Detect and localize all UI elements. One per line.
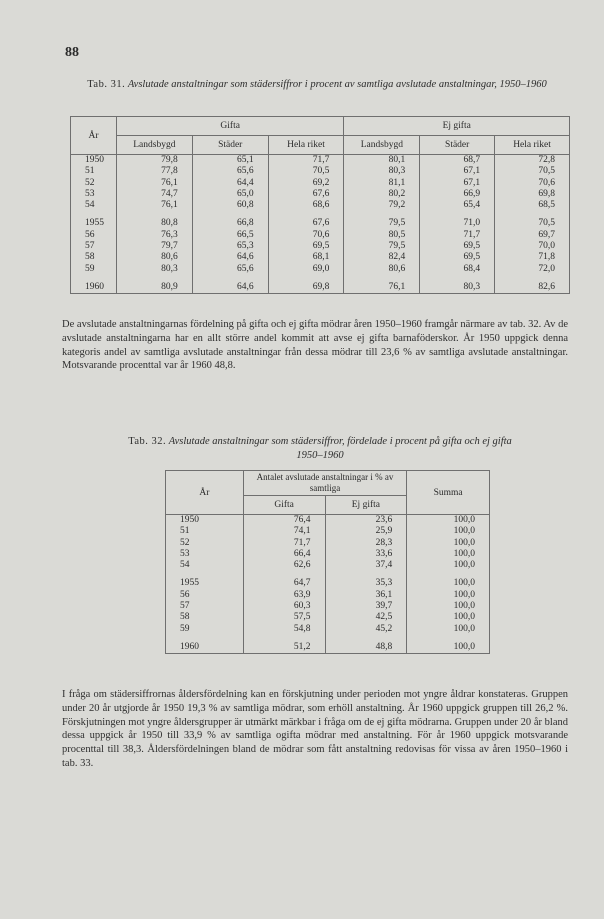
table2-row bbox=[166, 624, 490, 635]
table2-row bbox=[166, 549, 490, 560]
value-cell: 28,3 bbox=[325, 538, 407, 549]
year-cell: 53 bbox=[166, 549, 244, 560]
value-cell: 64,7 bbox=[243, 578, 325, 589]
value-cell: 68,5 bbox=[495, 200, 570, 211]
value-cell: 68,1 bbox=[268, 252, 344, 263]
value-cell: 51,2 bbox=[243, 642, 325, 654]
value-cell: 69,2 bbox=[268, 178, 344, 189]
value-cell: 25,9 bbox=[325, 526, 407, 537]
table1-caption-title: Avslutade anstaltningar som städersiffror i procent av samtliga avslutade anstaltningar, 1950–1960 bbox=[127, 79, 547, 90]
value-cell: 80,1 bbox=[344, 155, 420, 167]
spacer-cell bbox=[166, 635, 244, 642]
value-cell: 67,1 bbox=[420, 166, 495, 177]
value-cell: 35,3 bbox=[325, 578, 407, 589]
year-cell: 59 bbox=[166, 624, 244, 635]
value-cell: 65,1 bbox=[192, 155, 268, 167]
value-cell: 80,3 bbox=[116, 264, 192, 275]
value-cell: 65,6 bbox=[192, 166, 268, 177]
value-cell: 100,0 bbox=[407, 515, 490, 527]
spacer-cell bbox=[116, 275, 192, 282]
value-cell: 100,0 bbox=[407, 601, 490, 612]
value-cell: 72,8 bbox=[495, 155, 570, 167]
value-cell: 77,8 bbox=[116, 166, 192, 177]
table1-row bbox=[71, 178, 570, 189]
year-cell: 51 bbox=[166, 526, 244, 537]
value-cell: 74,1 bbox=[243, 526, 325, 537]
table2-row bbox=[166, 560, 490, 571]
value-cell: 70,6 bbox=[268, 230, 344, 241]
value-cell: 100,0 bbox=[407, 590, 490, 601]
table1-col-hela-riket: Hela riket bbox=[268, 136, 344, 155]
value-cell: 60,3 bbox=[243, 601, 325, 612]
value-cell: 67,6 bbox=[268, 218, 344, 229]
row-spacer bbox=[166, 635, 490, 642]
spacer-cell bbox=[243, 635, 325, 642]
table2-row bbox=[166, 590, 490, 601]
value-cell: 69,7 bbox=[495, 230, 570, 241]
spacer-cell bbox=[407, 571, 490, 578]
value-cell: 76,4 bbox=[243, 515, 325, 527]
value-cell: 80,6 bbox=[344, 264, 420, 275]
value-cell: 79,8 bbox=[116, 155, 192, 167]
table1-row bbox=[71, 282, 570, 294]
spacer-cell bbox=[325, 635, 407, 642]
row-spacer bbox=[71, 275, 570, 282]
value-cell: 71,7 bbox=[243, 538, 325, 549]
value-cell: 65,4 bbox=[420, 200, 495, 211]
table2-year-header: År bbox=[166, 471, 244, 515]
year-cell: 1960 bbox=[71, 282, 117, 294]
value-cell: 72,0 bbox=[495, 264, 570, 275]
spacer-cell bbox=[325, 571, 407, 578]
body-paragraph-2: I fråga om städersiffrornas åldersfördelning kan en förskjutning under perioden mot yngre åldrar konstateras. Gruppen under 20 år utgjorde år 1950 19,3 % av samtliga mödrar, som erhöll anstaltning. År 1960 uppgick gruppen till 26,2 %. Förskjutningen mot yngre åldersgrupper är utmärkt märkbar i fråga om de ej gifta mödrarna. Gruppen under 20 år bland dessa uppgick år 1950 till 33,9 % av samtliga ogifta mödrar med anstaltning. För år 1960 uppgick motsvarande procenttal till 38,3. Åldersfördelningen bland de mödrar som fått anstaltning redovisas för vissa av åren 1950–1960 i tab. 33. bbox=[62, 689, 568, 769]
value-cell: 66,9 bbox=[420, 189, 495, 200]
table1-caption-label: Tab. 31. bbox=[87, 79, 126, 90]
value-cell: 71,0 bbox=[420, 218, 495, 229]
value-cell: 100,0 bbox=[407, 612, 490, 623]
value-cell: 64,4 bbox=[192, 178, 268, 189]
value-cell: 69,5 bbox=[420, 241, 495, 252]
value-cell: 65,3 bbox=[192, 241, 268, 252]
year-cell: 59 bbox=[71, 264, 117, 275]
table2-row bbox=[166, 538, 490, 549]
table1-col-stader-2: Städer bbox=[420, 136, 495, 155]
table2-col-ej-gifta: Ej gifta bbox=[325, 496, 407, 515]
value-cell: 76,1 bbox=[116, 200, 192, 211]
row-spacer bbox=[166, 571, 490, 578]
spacer-cell bbox=[420, 275, 495, 282]
value-cell: 69,8 bbox=[495, 189, 570, 200]
spacer-cell bbox=[243, 571, 325, 578]
value-cell: 71,8 bbox=[495, 252, 570, 263]
spacer-cell bbox=[495, 275, 570, 282]
table2-row bbox=[166, 515, 490, 527]
year-cell: 57 bbox=[71, 241, 117, 252]
value-cell: 80,2 bbox=[344, 189, 420, 200]
year-cell: 1955 bbox=[166, 578, 244, 589]
value-cell: 100,0 bbox=[407, 624, 490, 635]
value-cell: 74,7 bbox=[116, 189, 192, 200]
value-cell: 82,6 bbox=[495, 282, 570, 294]
year-cell: 52 bbox=[166, 538, 244, 549]
spacer-cell bbox=[268, 211, 344, 218]
year-cell: 54 bbox=[71, 200, 117, 211]
spacer-cell bbox=[71, 275, 117, 282]
row-spacer bbox=[71, 211, 570, 218]
year-cell: 52 bbox=[71, 178, 117, 189]
value-cell: 64,6 bbox=[192, 252, 268, 263]
value-cell: 65,0 bbox=[192, 189, 268, 200]
spacer-cell bbox=[344, 275, 420, 282]
value-cell: 70,5 bbox=[268, 166, 344, 177]
value-cell: 67,6 bbox=[268, 189, 344, 200]
value-cell: 82,4 bbox=[344, 252, 420, 263]
spacer-cell bbox=[166, 571, 244, 578]
year-cell: 53 bbox=[71, 189, 117, 200]
value-cell: 79,2 bbox=[344, 200, 420, 211]
value-cell: 100,0 bbox=[407, 526, 490, 537]
value-cell: 76,3 bbox=[116, 230, 192, 241]
table1-caption bbox=[62, 78, 572, 92]
value-cell: 76,1 bbox=[116, 178, 192, 189]
value-cell: 100,0 bbox=[407, 538, 490, 549]
value-cell: 65,6 bbox=[192, 264, 268, 275]
spacer-cell bbox=[268, 275, 344, 282]
table1 bbox=[70, 116, 570, 294]
table1-row bbox=[71, 230, 570, 241]
table1-row bbox=[71, 166, 570, 177]
spacer-cell bbox=[71, 211, 117, 218]
value-cell: 23,6 bbox=[325, 515, 407, 527]
value-cell: 76,1 bbox=[344, 282, 420, 294]
table2-row bbox=[166, 612, 490, 623]
table2-caption bbox=[120, 435, 520, 463]
table1-col-landsbygd: Landsbygd bbox=[116, 136, 192, 155]
value-cell: 100,0 bbox=[407, 642, 490, 654]
table2 bbox=[165, 470, 490, 654]
value-cell: 100,0 bbox=[407, 578, 490, 589]
spacer-cell bbox=[407, 635, 490, 642]
value-cell: 66,4 bbox=[243, 549, 325, 560]
year-cell: 1955 bbox=[71, 218, 117, 229]
body-paragraph-1: De avslutade anstaltningarnas fördelning på gifta och ej gifta mödrar åren 1950–1960 framgår närmare av tab. 32. Av de avslutade anstaltningarna har en allt större andel kommit att avse ej gifta barnaföderskor. År 1950 uppgick denna kategoris andel av samtliga avslutade anstaltningar från dessa mödrar till 23,6 % av samtliga avslutade anstaltningar. Motsvarande procenttal var år 1960 48,8. bbox=[62, 319, 568, 372]
spacer-cell bbox=[192, 275, 268, 282]
value-cell: 100,0 bbox=[407, 549, 490, 560]
year-cell: 54 bbox=[166, 560, 244, 571]
year-cell: 1950 bbox=[166, 515, 244, 527]
value-cell: 71,7 bbox=[420, 230, 495, 241]
value-cell: 57,5 bbox=[243, 612, 325, 623]
value-cell: 70,0 bbox=[495, 241, 570, 252]
value-cell: 45,2 bbox=[325, 624, 407, 635]
year-cell: 1960 bbox=[166, 642, 244, 654]
table1-row bbox=[71, 218, 570, 229]
value-cell: 69,5 bbox=[268, 241, 344, 252]
spacer-cell bbox=[192, 211, 268, 218]
spacer-cell bbox=[344, 211, 420, 218]
value-cell: 70,5 bbox=[495, 166, 570, 177]
value-cell: 80,6 bbox=[116, 252, 192, 263]
year-cell: 56 bbox=[166, 590, 244, 601]
table1-row bbox=[71, 200, 570, 211]
value-cell: 48,8 bbox=[325, 642, 407, 654]
spacer-cell bbox=[420, 211, 495, 218]
table2-group-header: Antalet avslutade anstaltningar i % av samtliga bbox=[243, 471, 406, 496]
table1-col-hela-riket-2: Hela riket bbox=[495, 136, 570, 155]
table2-row bbox=[166, 578, 490, 589]
table1-row bbox=[71, 264, 570, 275]
table2-col-gifta: Gifta bbox=[243, 496, 325, 515]
value-cell: 79,5 bbox=[344, 241, 420, 252]
value-cell: 80,3 bbox=[420, 282, 495, 294]
year-cell: 58 bbox=[166, 612, 244, 623]
year-cell: 1950 bbox=[71, 155, 117, 167]
table1-col-stader: Städer bbox=[192, 136, 268, 155]
value-cell: 69,8 bbox=[268, 282, 344, 294]
value-cell: 69,0 bbox=[268, 264, 344, 275]
value-cell: 66,8 bbox=[192, 218, 268, 229]
table1-year-header: År bbox=[71, 117, 117, 155]
value-cell: 63,9 bbox=[243, 590, 325, 601]
table1-row bbox=[71, 241, 570, 252]
value-cell: 80,9 bbox=[116, 282, 192, 294]
value-cell: 33,6 bbox=[325, 549, 407, 560]
value-cell: 70,5 bbox=[495, 218, 570, 229]
value-cell: 79,5 bbox=[344, 218, 420, 229]
year-cell: 56 bbox=[71, 230, 117, 241]
table2-row bbox=[166, 526, 490, 537]
value-cell: 79,7 bbox=[116, 241, 192, 252]
value-cell: 54,8 bbox=[243, 624, 325, 635]
table2-summa-header: Summa bbox=[407, 471, 490, 515]
year-cell: 51 bbox=[71, 166, 117, 177]
value-cell: 60,8 bbox=[192, 200, 268, 211]
value-cell: 80,8 bbox=[116, 218, 192, 229]
value-cell: 68,6 bbox=[268, 200, 344, 211]
table1-group-ej-gifta: Ej gifta bbox=[344, 117, 570, 136]
table1-group-gifta: Gifta bbox=[116, 117, 343, 136]
value-cell: 36,1 bbox=[325, 590, 407, 601]
value-cell: 62,6 bbox=[243, 560, 325, 571]
value-cell: 67,1 bbox=[420, 178, 495, 189]
value-cell: 39,7 bbox=[325, 601, 407, 612]
table2-caption-label: Tab. 32. bbox=[128, 436, 167, 447]
spacer-cell bbox=[495, 211, 570, 218]
value-cell: 71,7 bbox=[268, 155, 344, 167]
value-cell: 100,0 bbox=[407, 560, 490, 571]
value-cell: 37,4 bbox=[325, 560, 407, 571]
value-cell: 81,1 bbox=[344, 178, 420, 189]
table1-row bbox=[71, 252, 570, 263]
value-cell: 69,5 bbox=[420, 252, 495, 263]
value-cell: 66,5 bbox=[192, 230, 268, 241]
spacer-cell bbox=[116, 211, 192, 218]
page-number: 88 bbox=[65, 45, 79, 60]
table2-row bbox=[166, 601, 490, 612]
value-cell: 64,6 bbox=[192, 282, 268, 294]
value-cell: 68,4 bbox=[420, 264, 495, 275]
year-cell: 58 bbox=[71, 252, 117, 263]
table2-caption-title: Avslutade anstaltningar som städersiffror, fördelade i procent på gifta och ej gifta 1950–1960 bbox=[168, 436, 512, 461]
table1-row bbox=[71, 189, 570, 200]
table1-col-landsbygd-2: Landsbygd bbox=[344, 136, 420, 155]
year-cell: 57 bbox=[166, 601, 244, 612]
value-cell: 42,5 bbox=[325, 612, 407, 623]
value-cell: 68,7 bbox=[420, 155, 495, 167]
value-cell: 80,5 bbox=[344, 230, 420, 241]
value-cell: 80,3 bbox=[344, 166, 420, 177]
table1-row bbox=[71, 155, 570, 167]
value-cell: 70,6 bbox=[495, 178, 570, 189]
table2-row bbox=[166, 642, 490, 654]
